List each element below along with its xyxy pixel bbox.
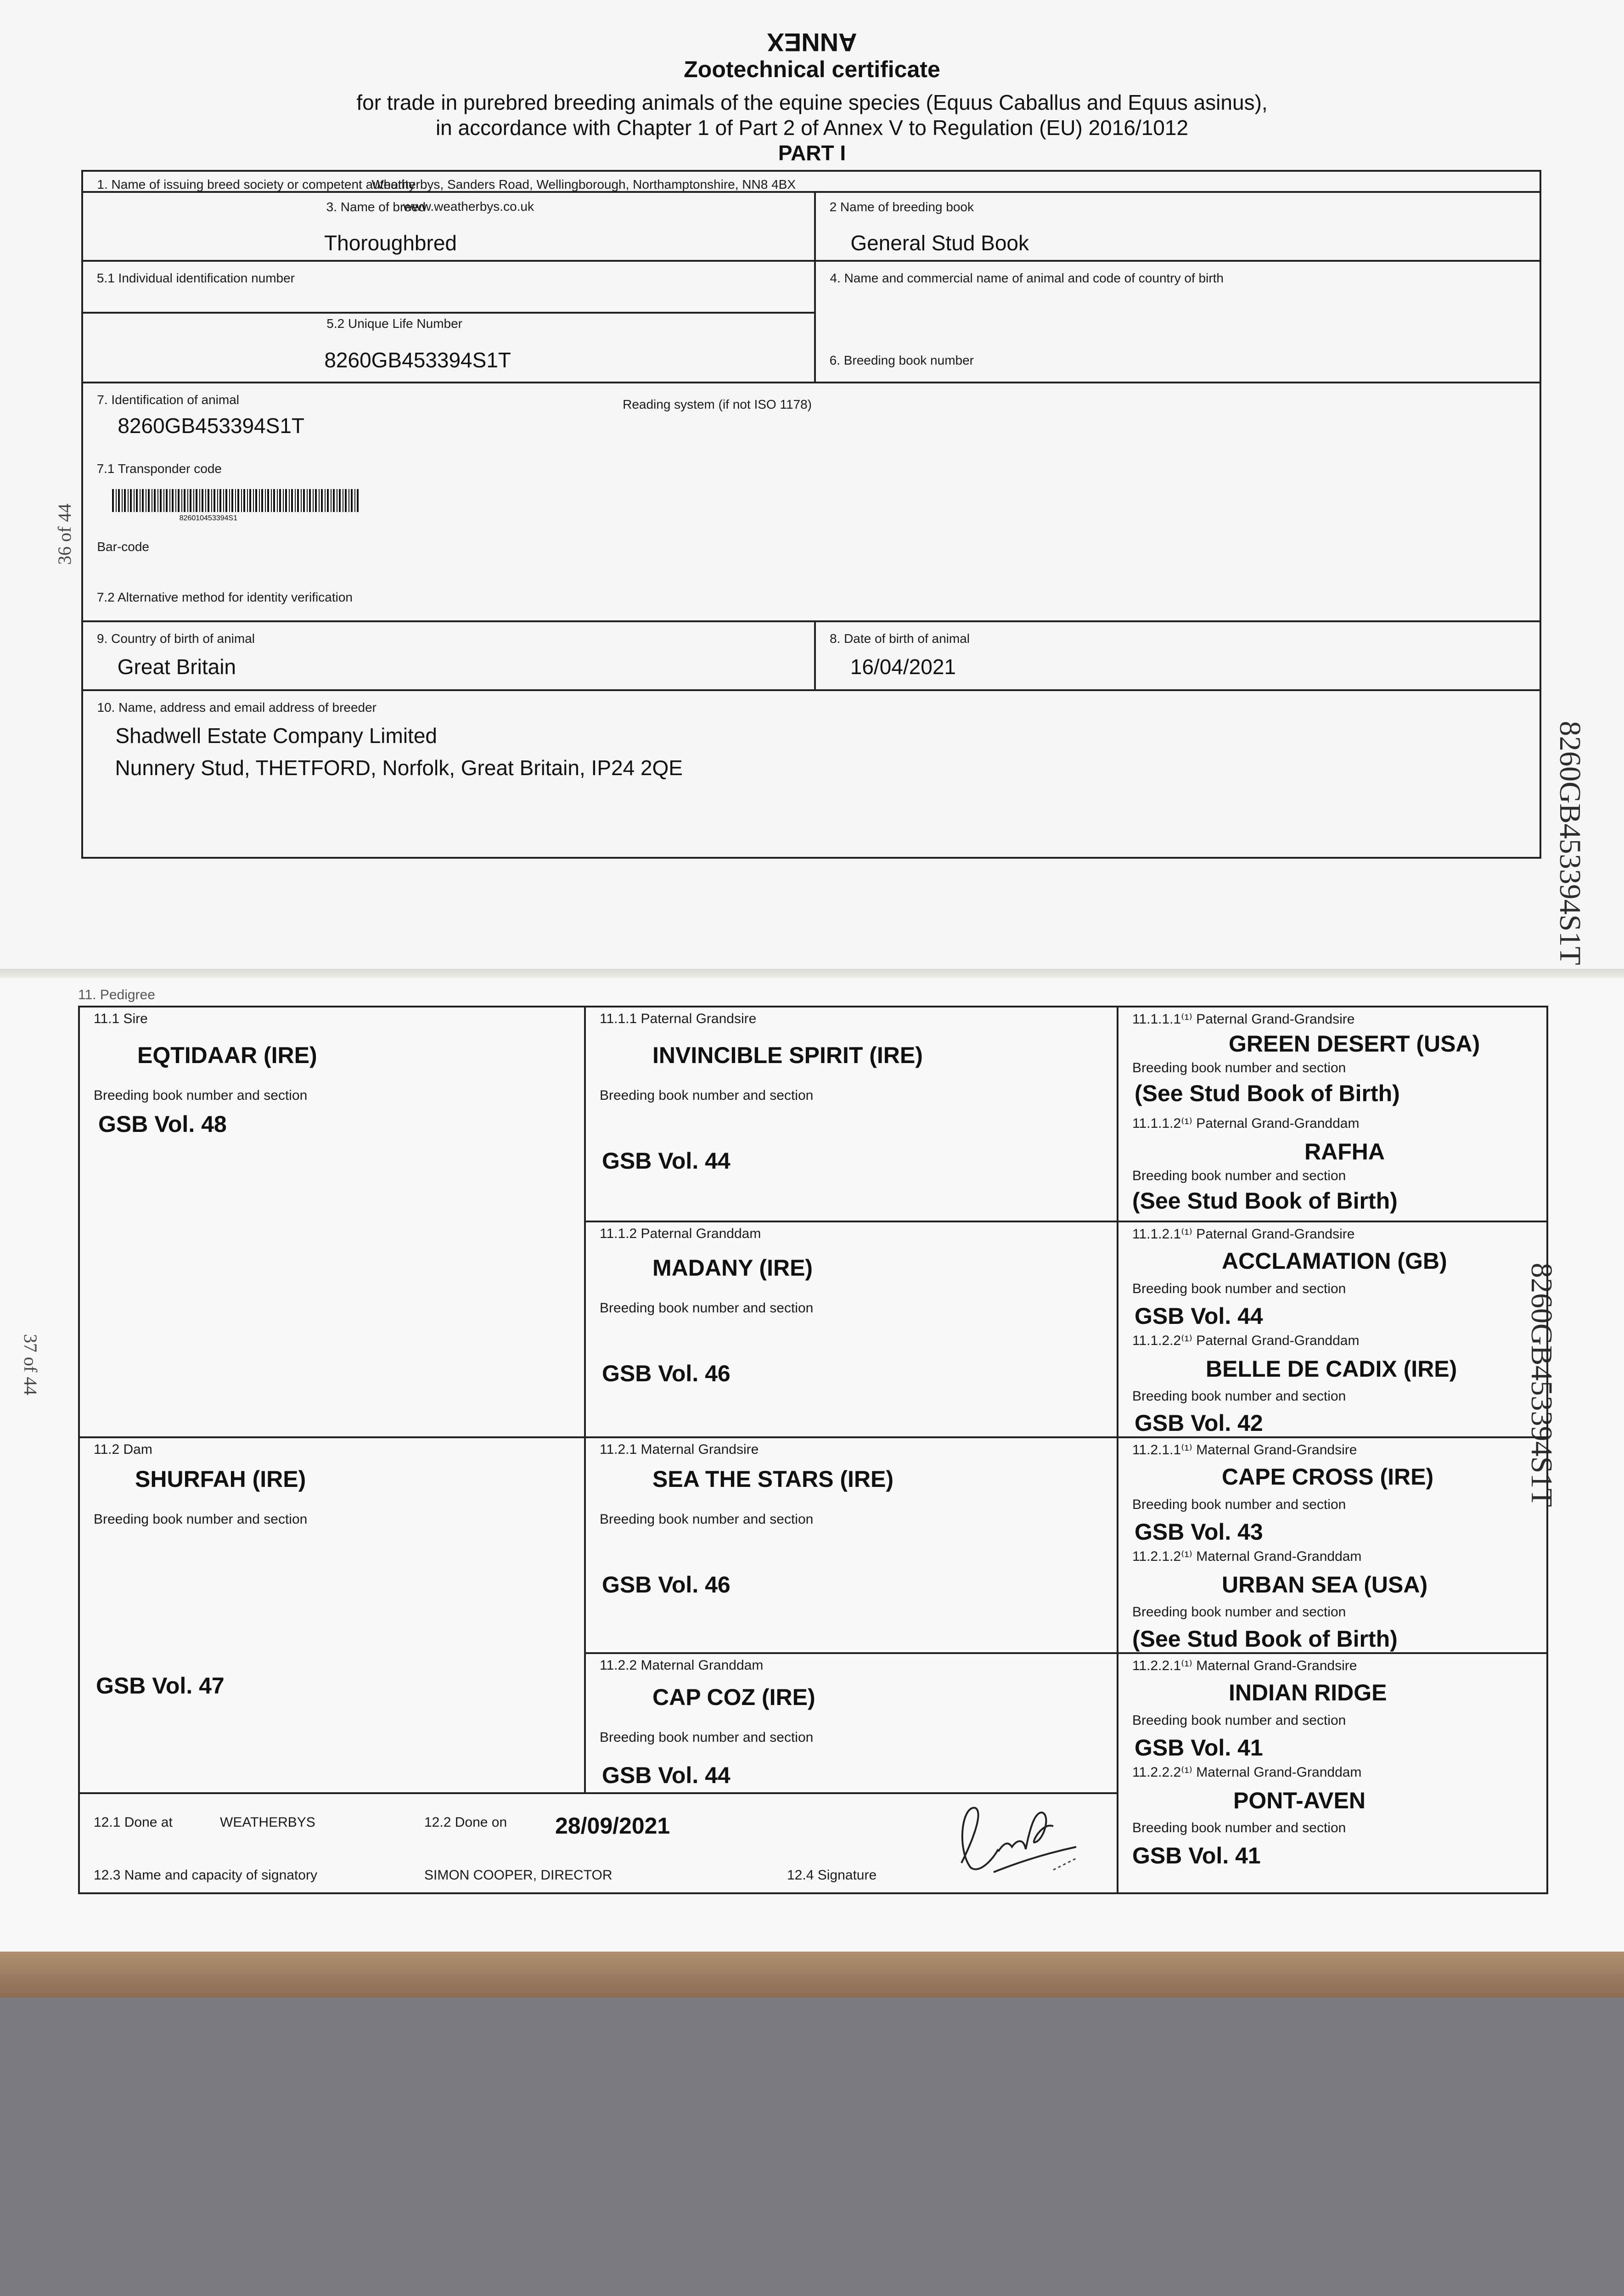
ggp4-bb-label: Breeding book number and section <box>1132 1389 1346 1404</box>
birth-country-value: Great Britain <box>118 655 236 679</box>
ggp6-num: 11.2.1.2⁽¹⁾ Maternal Grand-Granddam <box>1132 1549 1362 1564</box>
issuer-label: 1. Name of issuing breed society or competent authority <box>97 177 415 191</box>
ggp4-num: 11.1.2.2⁽¹⁾ Paternal Grand-Granddam <box>1132 1333 1360 1348</box>
maternal-granddam-cell <box>586 1654 1118 1794</box>
barcode-label: Bar-code <box>97 540 149 554</box>
pgd-num: 11.1.2 Paternal Granddam <box>600 1226 761 1241</box>
ggp8-bb-label: Breeding book number and section <box>1132 1820 1346 1835</box>
part1-row-identification <box>83 382 1540 620</box>
upper-vertical-id: 8260GB453394S1T <box>1553 721 1587 965</box>
dam-name: SHURFAH (IRE) <box>135 1466 306 1492</box>
sire-bb-label: Breeding book number and section <box>94 1088 308 1103</box>
ggp2-num: 11.1.1.2⁽¹⁾ Paternal Grand-Granddam <box>1132 1116 1360 1131</box>
ggp1-bb-label: Breeding book number and section <box>1132 1060 1346 1075</box>
part1-row-name-numbers <box>83 260 1540 382</box>
reading-system-label: Reading system (if not ISO 1178) <box>623 397 812 411</box>
birth-country-cell <box>83 622 814 689</box>
signature-scribble-icon <box>943 1794 1095 1886</box>
ggp-cell-1 <box>1118 1007 1546 1222</box>
individual-id-label: 5.1 Individual identification number <box>97 271 295 285</box>
mgd-vol: GSB Vol. 44 <box>602 1762 731 1788</box>
done-at-value: WEATHERBYS <box>220 1815 315 1830</box>
birth-date-label: 8. Date of birth of animal <box>830 631 970 646</box>
breeding-book-value: General Stud Book <box>850 231 1029 255</box>
sire-vol: GSB Vol. 48 <box>98 1111 227 1137</box>
mgd-name: CAP COZ (IRE) <box>652 1684 815 1710</box>
breeding-book-cell <box>814 193 1540 260</box>
ggp7-num: 11.2.2.1⁽¹⁾ Maternal Grand-Grandsire <box>1132 1658 1357 1673</box>
lower-page-number: 37 of 44 <box>20 1334 41 1396</box>
ggp-cell-2 <box>1118 1222 1546 1438</box>
pgs-num: 11.1.1 Paternal Grandsire <box>600 1011 757 1026</box>
mgs-bb-label: Breeding book number and section <box>600 1512 814 1527</box>
ggp2-vol: (See Stud Book of Birth) <box>1132 1188 1398 1214</box>
ggp2-bb-label: Breeding book number and section <box>1132 1168 1346 1183</box>
scanner-background <box>0 1998 1624 2296</box>
id-numbers-cell <box>83 262 814 382</box>
ggp5-name: CAPE CROSS (IRE) <box>1222 1464 1434 1490</box>
dam-cell <box>80 1438 586 1794</box>
annex-line1: for trade in purebred breeding animals of the equine species (Equus Caballus and Equus asinus), <box>356 90 1268 114</box>
birth-country-label: 9. Country of birth of animal <box>97 631 255 646</box>
ggp7-name: INDIAN RIDGE <box>1229 1680 1387 1705</box>
id-numbers-divider <box>83 312 814 314</box>
annex-part: PART I <box>778 141 846 165</box>
pedigree-header-fragment: 11. Pedigree <box>78 987 155 1002</box>
ggp3-num: 11.1.2.1⁽¹⁾ Paternal Grand-Grandsire <box>1132 1227 1355 1242</box>
breed-value: Thoroughbred <box>324 231 457 255</box>
upper-page <box>0 0 1624 978</box>
name-and-breeding-cell <box>814 262 1540 382</box>
book-cover-edge <box>0 1952 1624 1998</box>
done-on-label: 12.2 Done on <box>424 1815 507 1830</box>
unique-life-number-value: 8260GB453394S1T <box>324 348 511 372</box>
lower-vertical-id: 8260GB453394S1T <box>1525 1263 1558 1507</box>
animal-name-label: 4. Name and commercial name of animal and code of country of birth <box>830 271 1224 285</box>
annex-title: ANNEX <box>767 28 857 57</box>
mgs-num: 11.2.1 Maternal Grandsire <box>600 1442 759 1457</box>
upper-page-number: 36 of 44 <box>54 503 75 565</box>
part1-row-book-breed <box>83 191 1540 260</box>
breeder-address: Nunnery Stud, THETFORD, Norfolk, Great Britain, IP24 2QE <box>115 756 683 780</box>
dam-bb-label: Breeding book number and section <box>94 1512 308 1527</box>
annex-subtitle: Zootechnical certificate <box>684 56 940 82</box>
identification-label: 7. Identification of animal <box>97 393 239 407</box>
part1-row-breeder <box>83 689 1540 857</box>
breed-label: 3. Name of breed <box>326 200 426 214</box>
sire-name: EQTIDAAR (IRE) <box>137 1042 317 1068</box>
ggp2-name: RAFHA <box>1304 1139 1385 1165</box>
transponder-barcode <box>111 489 359 512</box>
annex-line2: in accordance with Chapter 1 of Part 2 of Annex V to Regulation (EU) 2016/1012 <box>435 116 1189 140</box>
ggp8-num: 11.2.2.2⁽¹⁾ Maternal Grand-Granddam <box>1132 1765 1362 1780</box>
ggp4-name: BELLE DE CADIX (IRE) <box>1206 1356 1457 1382</box>
ggp-cell-3 <box>1118 1438 1546 1654</box>
done-on-value: 28/09/2021 <box>555 1813 670 1839</box>
issuer-website: www.weatherbys.co.uk <box>403 199 534 214</box>
paternal-grandsire-cell <box>586 1007 1118 1222</box>
ggp5-bb-label: Breeding book number and section <box>1132 1497 1346 1512</box>
mgs-vol: GSB Vol. 46 <box>602 1572 731 1598</box>
ggp6-bb-label: Breeding book number and section <box>1132 1604 1346 1620</box>
ggp1-vol: (See Stud Book of Birth) <box>1135 1080 1400 1106</box>
pgs-name: INVINCIBLE SPIRIT (IRE) <box>652 1042 923 1068</box>
breeding-book-number-label: 6. Breeding book number <box>830 353 974 367</box>
signing-block <box>80 1794 1118 1892</box>
ggp3-vol: GSB Vol. 44 <box>1135 1303 1263 1329</box>
pgs-vol: GSB Vol. 44 <box>602 1148 731 1174</box>
paternal-granddam-cell <box>586 1222 1118 1438</box>
ggp3-name: ACCLAMATION (GB) <box>1222 1248 1447 1274</box>
sire-num: 11.1 Sire <box>94 1011 148 1026</box>
pgd-bb-label: Breeding book number and section <box>600 1300 814 1316</box>
transponder-label: 7.1 Transponder code <box>97 461 222 476</box>
ggp6-name: URBAN SEA (USA) <box>1222 1572 1428 1598</box>
ggp4-vol: GSB Vol. 42 <box>1135 1410 1263 1436</box>
ggp6-vol: (See Stud Book of Birth) <box>1132 1626 1398 1652</box>
birth-date-cell <box>814 622 1540 689</box>
sire-cell <box>80 1007 586 1438</box>
signatory-label: 12.3 Name and capacity of signatory <box>94 1868 317 1883</box>
breeder-label: 10. Name, address and email address of breeder <box>97 700 376 715</box>
pgd-vol: GSB Vol. 46 <box>602 1361 731 1386</box>
issuer-address: Weatherbys, Sanders Road, Wellingborough, Northamptonshire, NN8 4BX <box>371 177 796 191</box>
ggp5-vol: GSB Vol. 43 <box>1135 1519 1263 1545</box>
part1-table <box>81 170 1541 859</box>
mgs-name: SEA THE STARS (IRE) <box>652 1466 894 1492</box>
birth-date-value: 16/04/2021 <box>850 655 956 679</box>
part1-row-birth <box>83 620 1540 689</box>
unique-life-number-label: 5.2 Unique Life Number <box>326 316 462 331</box>
dam-vol: GSB Vol. 47 <box>96 1673 225 1699</box>
mgd-bb-label: Breeding book number and section <box>600 1730 814 1745</box>
pgd-name: MADANY (IRE) <box>652 1255 813 1281</box>
ggp8-name: PONT-AVEN <box>1233 1788 1366 1813</box>
upper-page-rotated-content <box>0 0 1624 978</box>
mgd-num: 11.2.2 Maternal Granddam <box>600 1658 764 1673</box>
ggp-cell-4 <box>1118 1654 1546 1892</box>
ggp1-num: 11.1.1.1⁽¹⁾ Paternal Grand-Grandsire <box>1132 1012 1355 1027</box>
dam-num: 11.2 Dam <box>94 1442 152 1457</box>
maternal-grandsire-cell <box>586 1438 1118 1654</box>
signatory-value: SIMON COOPER, DIRECTOR <box>424 1868 613 1883</box>
barcode-digits: 826010453394S1 <box>180 514 238 522</box>
breeder-name: Shadwell Estate Company Limited <box>115 724 437 748</box>
done-at-label: 12.1 Done at <box>94 1815 173 1830</box>
identification-value: 8260GB453394S1T <box>118 414 304 438</box>
ggp7-vol: GSB Vol. 41 <box>1135 1735 1263 1761</box>
ggp5-num: 11.2.1.1⁽¹⁾ Maternal Grand-Grandsire <box>1132 1442 1357 1458</box>
ggp1-name: GREEN DESERT (USA) <box>1229 1031 1480 1057</box>
breeding-book-label: 2 Name of breeding book <box>830 200 974 214</box>
signature-label: 12.4 Signature <box>787 1868 877 1883</box>
ggp8-vol: GSB Vol. 41 <box>1132 1843 1261 1868</box>
ggp7-bb-label: Breeding book number and section <box>1132 1713 1346 1728</box>
alt-method-label: 7.2 Alternative method for identity verification <box>97 590 353 604</box>
pedigree-table <box>78 1006 1548 1894</box>
pgs-bb-label: Breeding book number and section <box>600 1088 814 1103</box>
ggp3-bb-label: Breeding book number and section <box>1132 1281 1346 1296</box>
